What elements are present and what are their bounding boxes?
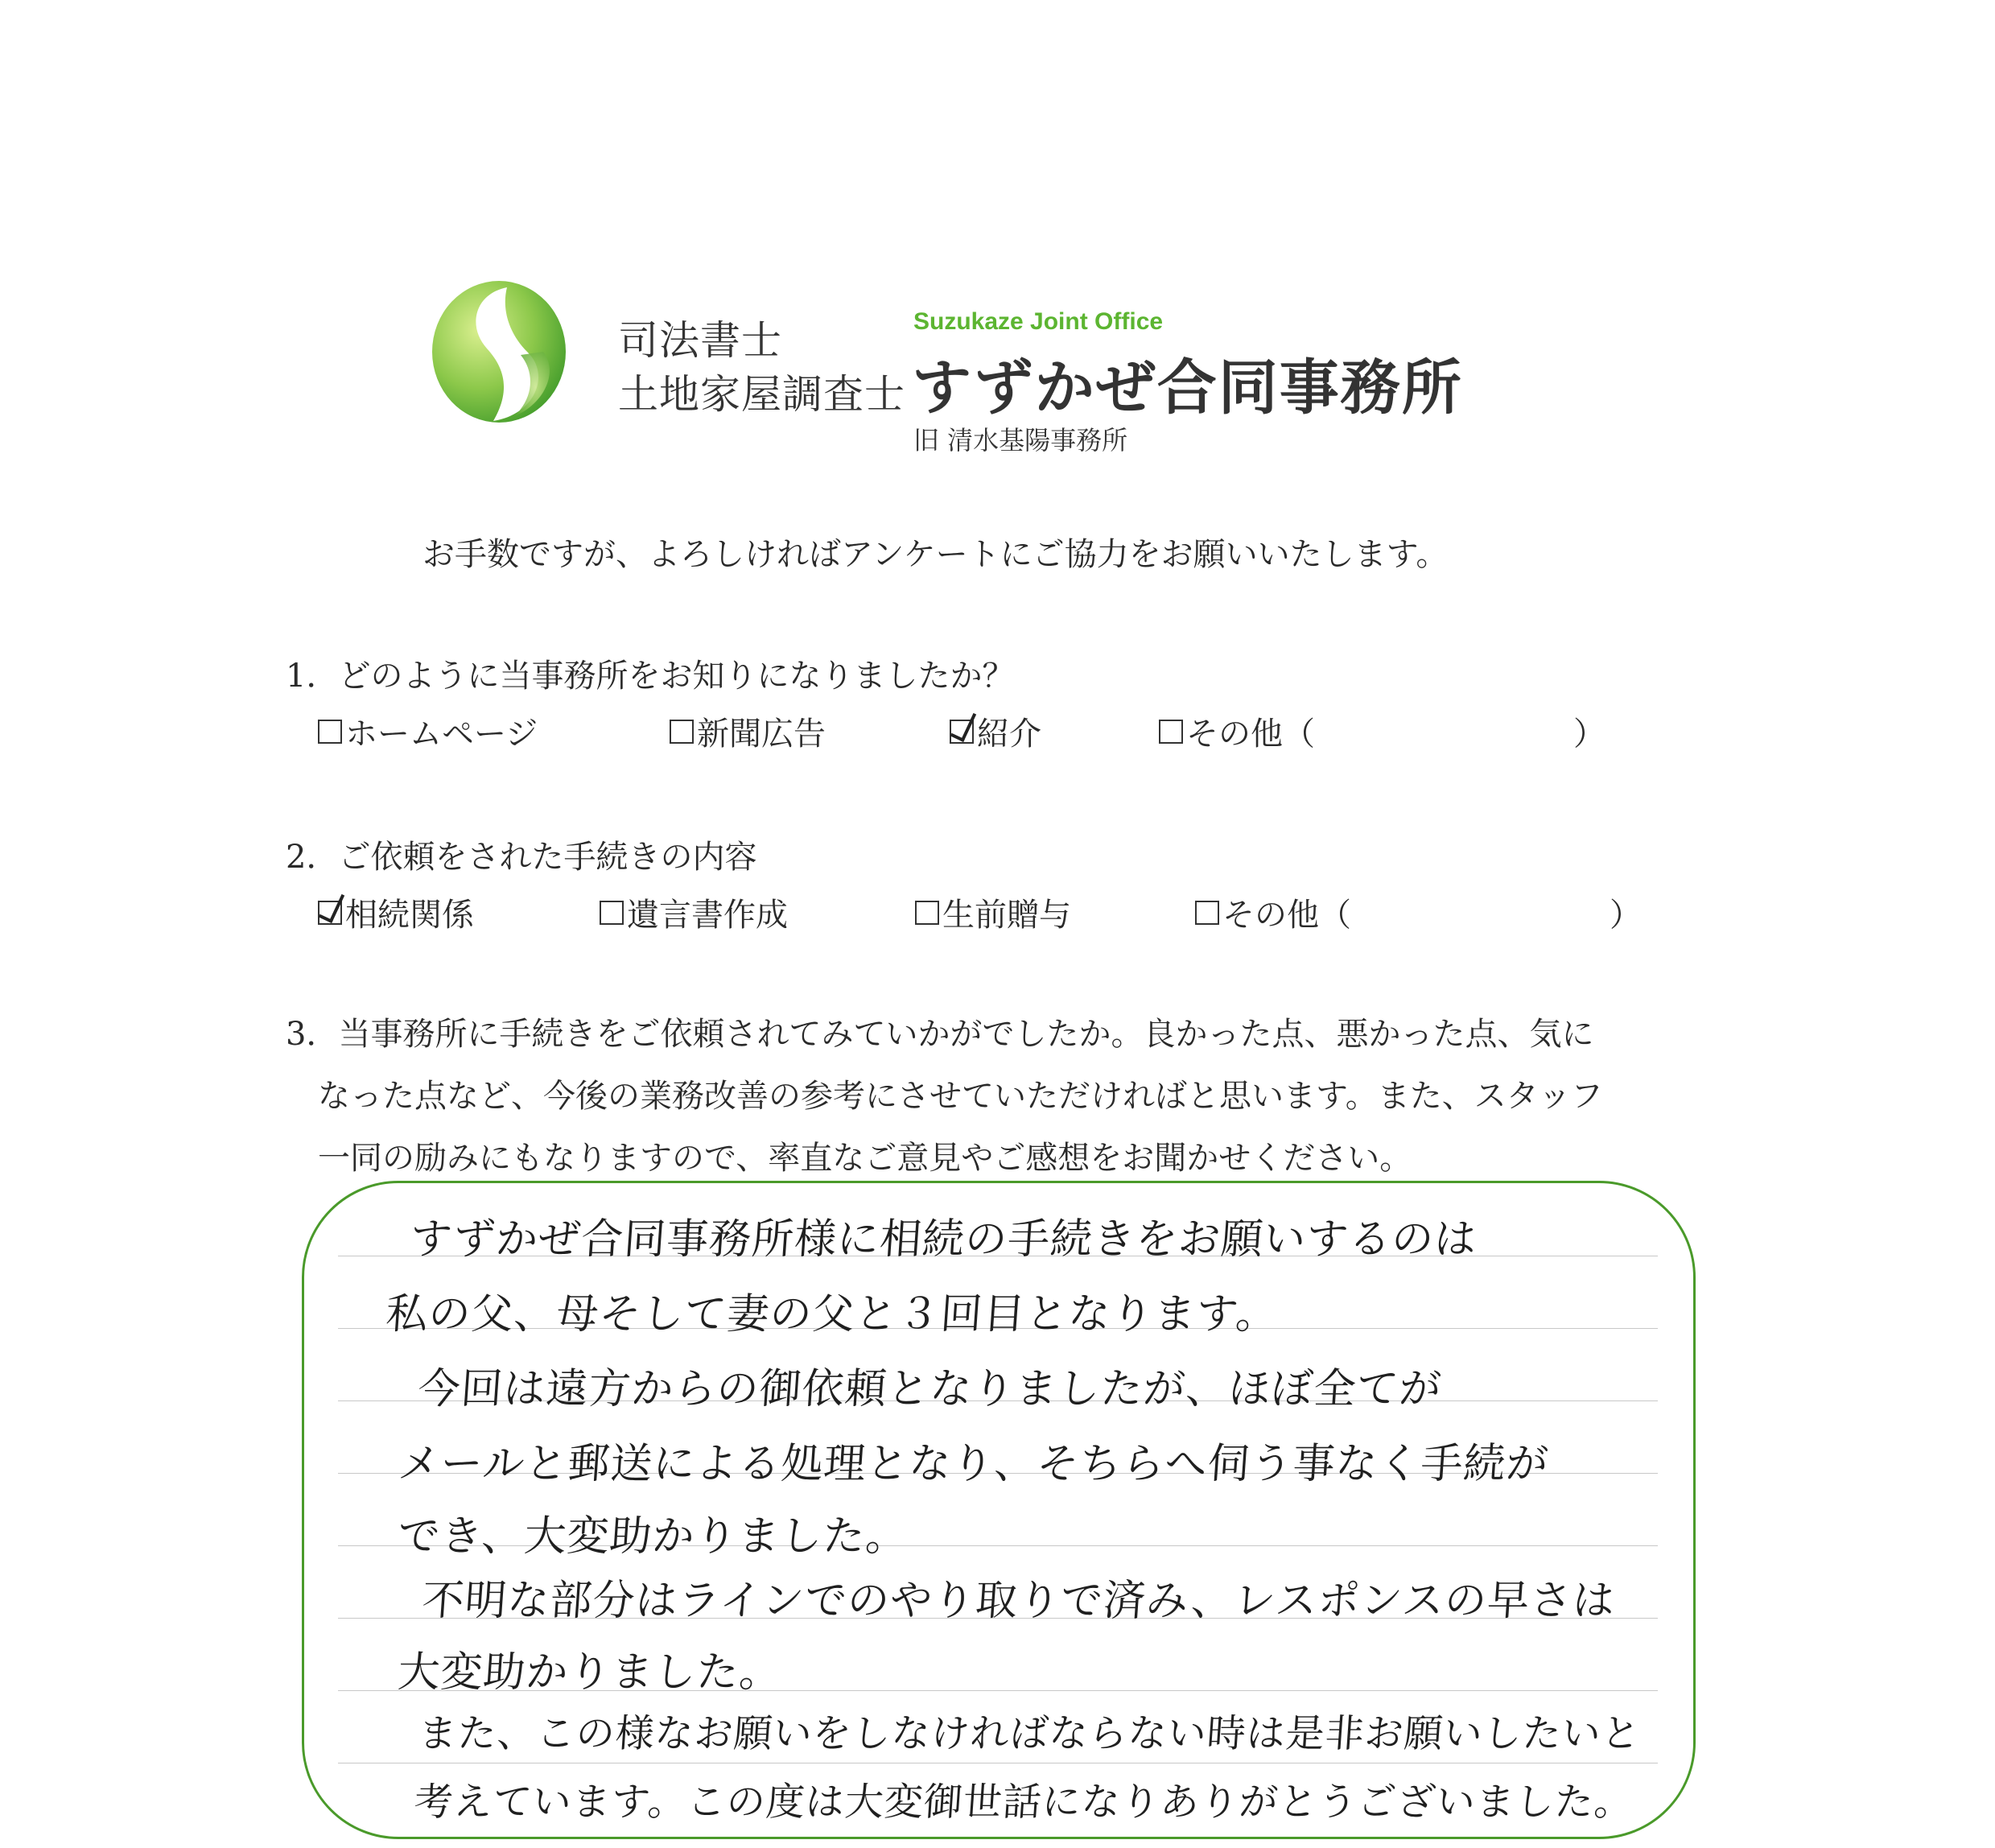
q1-option-newspaper[interactable] [670,708,826,754]
q1-other-close-paren: ） [1573,716,1605,753]
firm-name: すずかぜ合同事務所 [912,353,1463,423]
checkbox-checked-icon[interactable] [950,720,974,744]
checkbox-icon[interactable] [600,901,624,925]
checkbox-icon[interactable] [1159,720,1183,744]
q1-option-label: 新聞広告 [697,716,826,753]
question-3-line-1: 3．当事務所に手続きをご依頼されてみていかがでしたか。良かった点、悪かった点、気に [286,1016,1594,1053]
checkbox-icon[interactable] [1195,901,1219,925]
comment-line-2: 私の父、母そして妻の父と３回目となります。 [384,1290,1280,1339]
firm-logo-icon [431,278,571,431]
comment-line-4: メールと郵送による処理となり、そちらへ伺う事なく手続が [396,1440,1551,1488]
q1-option-label: ホームページ [345,716,538,753]
q2-option-will[interactable] [600,889,788,935]
comment-line-5: でき、大変助かりました。 [396,1512,910,1561]
q2-other-close-paren: ） [1610,897,1642,934]
q2-option-gift[interactable] [915,889,1071,935]
q1-option-referral[interactable] [950,708,1041,754]
question-3-line-3: 一同の励みにもなりますので、率直なご意見やご感想をお聞かせください。 [318,1140,1412,1177]
comment-line-7: 大変助かりました。 [396,1648,784,1697]
q2-option-other[interactable] [1195,889,1351,935]
q1-option-label: 紹介 [977,716,1041,753]
comment-line-8: また、この様なお願いをしなければならない時は是非お願いしたいと [416,1711,1643,1756]
question-1-text: 1．どのように当事務所をお知りになりましたか？ [286,658,1015,695]
firm-name-english: Suzukaze Joint Office [913,308,1164,335]
firm-type-tochikaoku: 土地家屋調査士 [618,371,905,418]
checkbox-icon[interactable] [318,720,342,744]
q2-option-label: その他（ [1222,897,1351,934]
comment-line-1: すずかぜ合同事務所様に相続の手続きをお願いするのは [408,1215,1479,1264]
q2-option-label: 遺言書作成 [627,897,788,934]
q2-option-label: 相続関係 [345,897,474,934]
checkbox-checked-icon[interactable] [318,901,342,925]
q1-option-homepage[interactable] [318,708,538,754]
firm-type-shihoushoshi: 司法書士 [618,317,782,364]
checkbox-icon[interactable] [915,901,939,925]
comment-line-9: 考えています。この度は大変御世話になりありがとうございました。 [412,1780,1635,1825]
comment-line-6: 不明な部分はラインでのやり取りで済み、レスポンスの早さは [420,1577,1618,1625]
firm-former-name: 旧 清水基陽事務所 [913,425,1128,456]
q2-option-label: 生前贈与 [942,897,1071,934]
q2-option-inheritance[interactable] [318,889,474,935]
checkbox-icon[interactable] [670,720,694,744]
question-2-text: 2．ご依頼をされた手続きの内容 [286,839,757,876]
survey-intro: お手数ですが、よろしければアンケートにご協力をお願いいたします。 [422,536,1449,573]
comment-line-3: 今回は遠方からの御依頼となりましたが、ほぼ全てが [416,1365,1444,1413]
q1-option-other[interactable] [1159,708,1315,754]
q1-option-label: その他（ [1186,716,1315,753]
question-3-line-2: なった点など、今後の業務改善の参考にさせていただければと思います。また、スタッフ [318,1078,1603,1115]
